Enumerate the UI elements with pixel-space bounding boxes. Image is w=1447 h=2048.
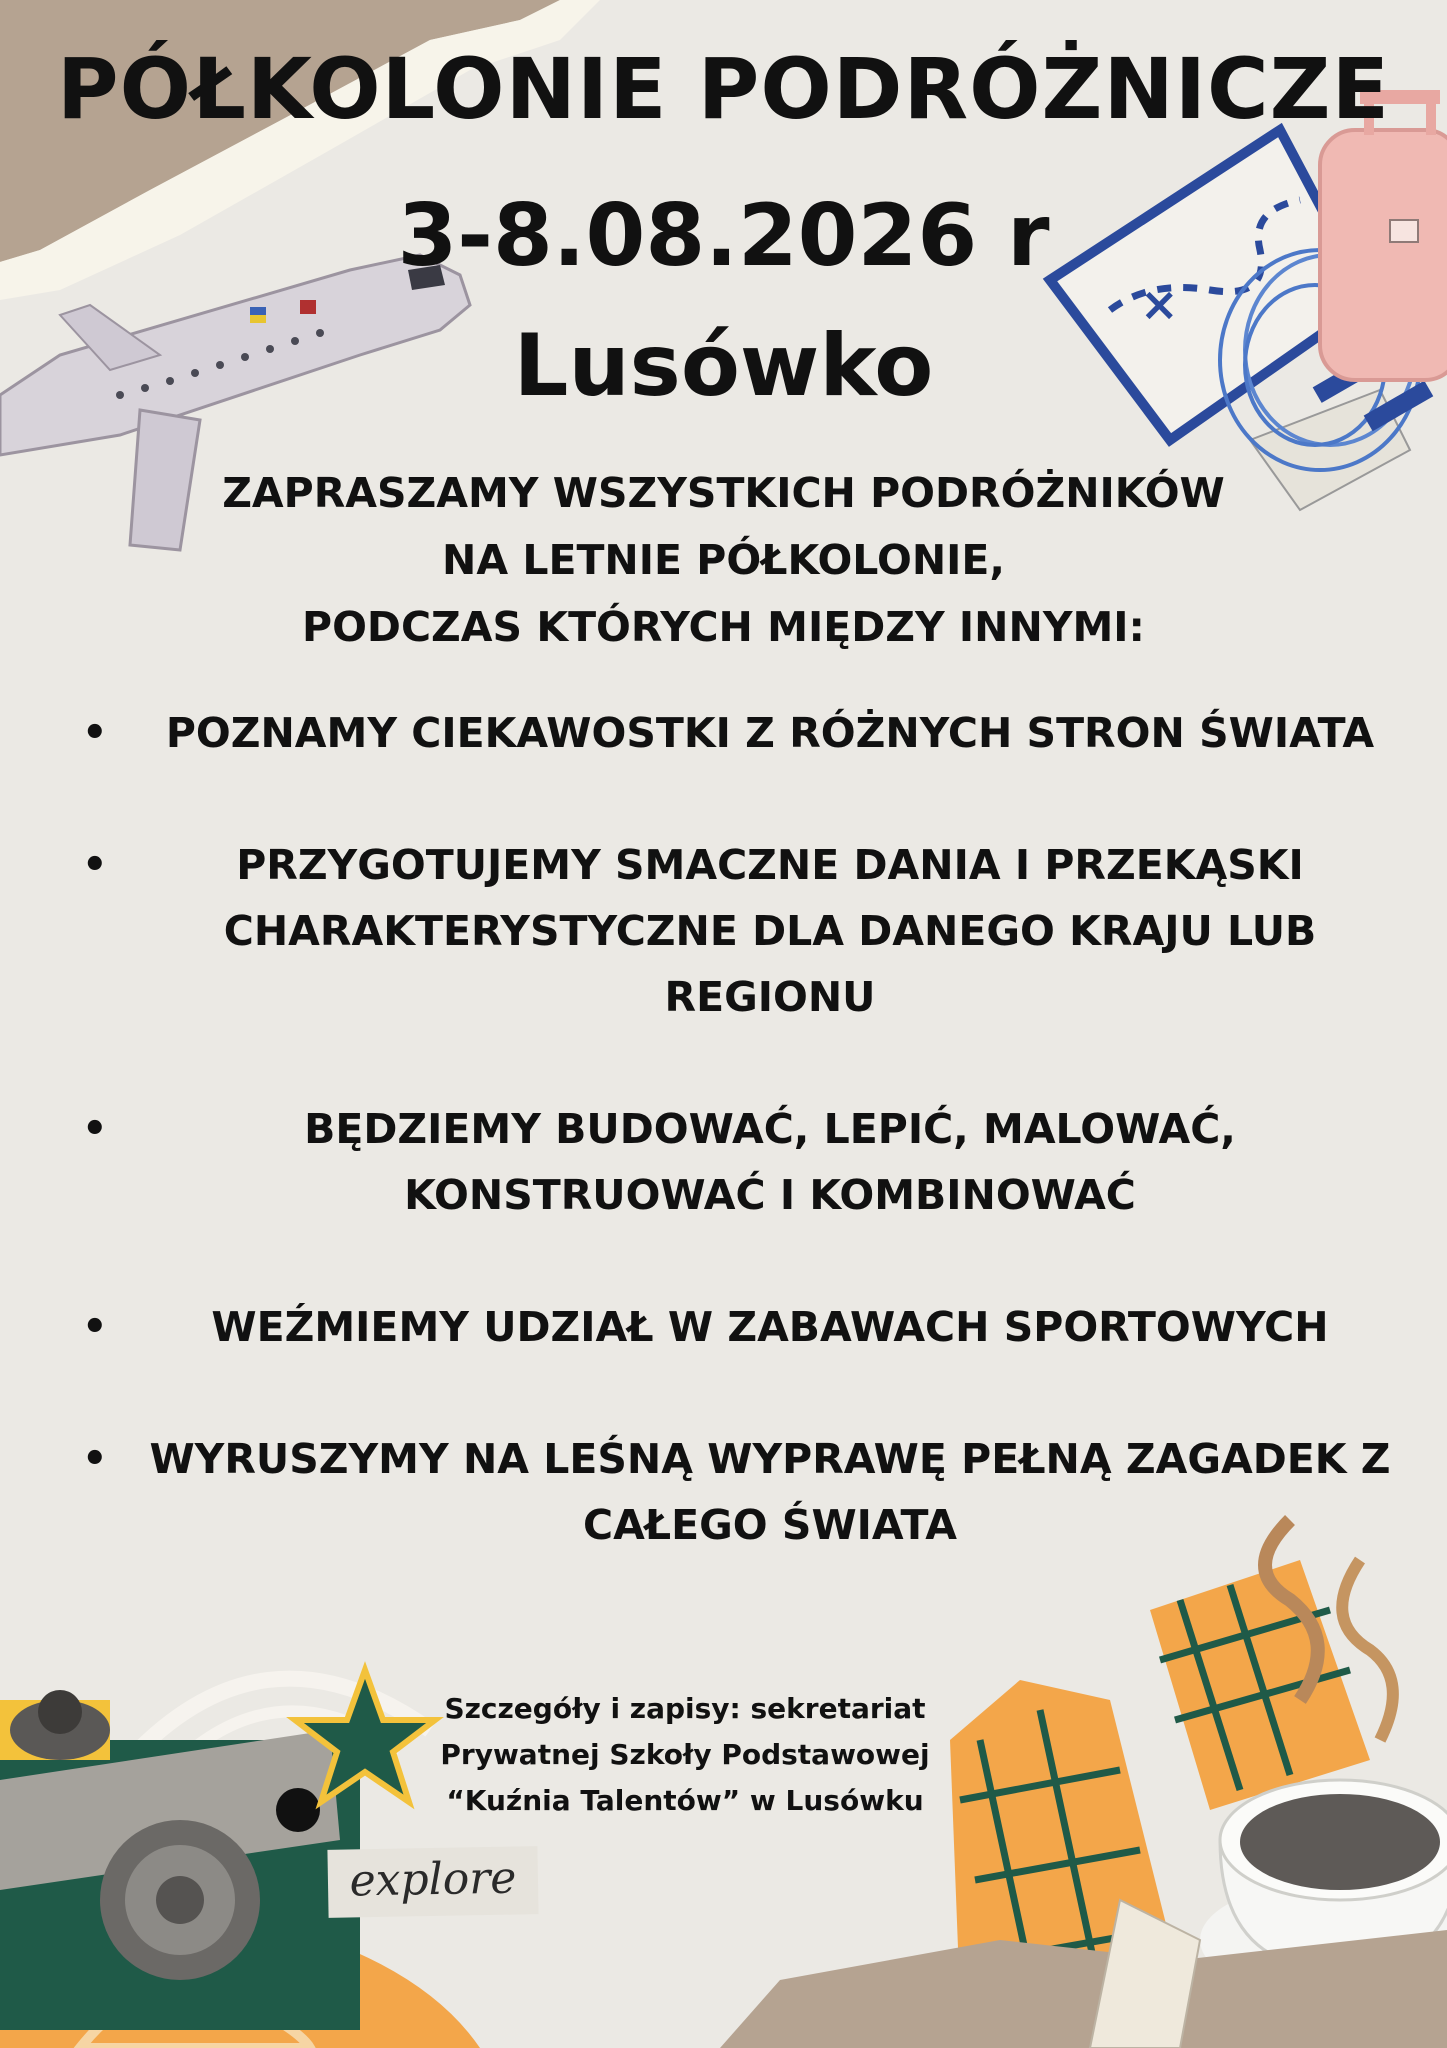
activity-line: REGIONU — [664, 973, 876, 1021]
list-item — [70, 1426, 1410, 1558]
activity-line: CAŁEGO ŚWIATA — [582, 1501, 957, 1549]
activity-line: POZNAMY CIEKAWOSTKI Z RÓŻNYCH STRON ŚWIATA — [165, 709, 1375, 757]
contact-line: “Kuźnia Talentów” w Lusówku — [446, 1784, 924, 1817]
list-item — [70, 832, 1410, 1030]
activity-line: BĘDZIEMY BUDOWAĆ, LEPIĆ, MALOWAĆ, — [304, 1105, 1236, 1153]
intro-line: PODCZAS KTÓRYCH MIĘDZY INNYMI: — [302, 603, 1145, 651]
list-item — [70, 700, 1410, 766]
activities-list — [70, 700, 1410, 1558]
event-date: 3-8.08.2026 r — [397, 186, 1050, 286]
list-item — [70, 1096, 1410, 1228]
svg-text:×: × — [1140, 277, 1179, 331]
list-item — [70, 1294, 1410, 1360]
contact-line: Prywatnej Szkoły Podstawowej — [440, 1738, 930, 1771]
activity-line: CHARAKTERYSTYCZNE DLA DANEGO KRAJU LUB — [223, 907, 1317, 955]
bullet: • — [82, 842, 108, 888]
poster-title: PÓŁKOLONIE PODRÓŻNICZE — [57, 40, 1390, 138]
camera-icon — [0, 1690, 360, 2030]
activity-line: WEŹMIEMY UDZIAŁ W ZABAWACH SPORTOWYCH — [211, 1303, 1329, 1351]
contact-line: Szczegóły i zapisy: sekretariat — [444, 1692, 926, 1725]
bullet: • — [82, 1304, 108, 1350]
activity-line: WYRUSZYMY NA LEŚNĄ WYPRAWĘ PEŁNĄ ZAGADEK Z — [149, 1435, 1391, 1483]
intro-line: NA LETNIE PÓŁKOLONIE, — [442, 536, 1005, 584]
intro-line: ZAPRASZAMY WSZYSTKICH PODRÓŻNIKÓW — [222, 469, 1225, 517]
bullet: • — [82, 1436, 108, 1482]
bullet: • — [82, 1106, 108, 1152]
activity-line: PRZYGOTUJEMY SMACZNE DANIA I PRZEKĄSKI — [236, 841, 1304, 889]
contact-info — [400, 1686, 970, 1824]
bullet: • — [82, 710, 108, 756]
activity-line: KONSTRUOWAĆ I KOMBINOWAĆ — [404, 1171, 1136, 1219]
event-location: Lusówko — [513, 316, 934, 416]
intro-text — [80, 460, 1367, 661]
explore-label: explore — [327, 1846, 538, 1918]
